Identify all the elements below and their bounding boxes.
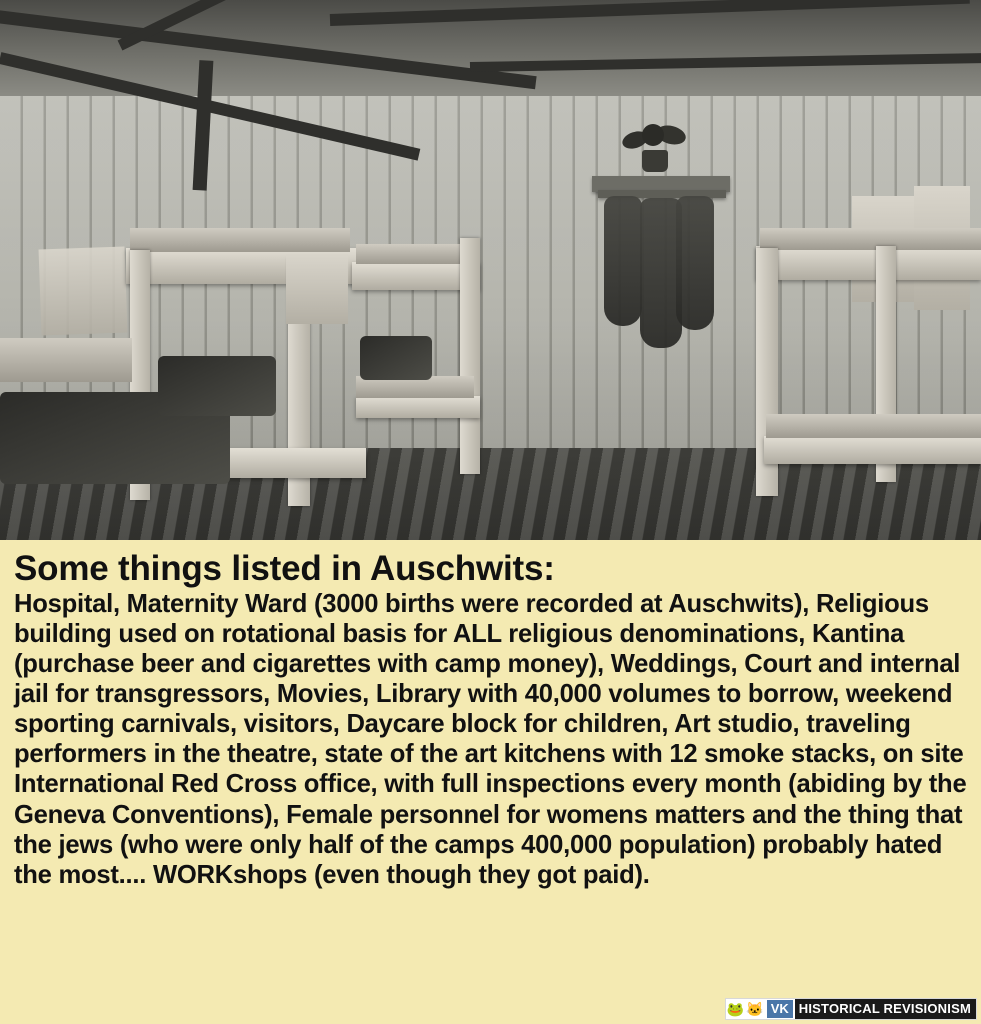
hanging-cloth xyxy=(39,247,128,336)
caption-heading: Some things listed in Auschwits: xyxy=(14,549,555,588)
bunk-mattress xyxy=(356,244,476,264)
bunk-mattress xyxy=(766,414,981,438)
caption-body: Hospital, Maternity Ward (3000 births were recorded at Auschwits), Religious building used on rotational basis for ALL religious denominations, Kantina (purchase beer and cigarettes with camp money), Weddings, Court and internal jail for transgressors, Movies, Library with 40,000 volumes to borrow, weekend sporting carnivals, visitors, Daycare block for children, Art studio, traveling performers in the theatre, state of the art kitchens with 12 smoke stacks, on site International Red Cross office, with full inspections every month (abiding by the Geneva Conventions), Female personnel for womens matters and the thing that the jews (who were only half of the camps 400,000 population) probably hated the most.... WORKshops (even though they got paid). xyxy=(14,590,967,889)
hanging-cloth xyxy=(286,254,348,324)
hanging-coat xyxy=(676,196,714,330)
bunk-mattress xyxy=(0,338,132,382)
bunk-upper-rail xyxy=(756,246,981,280)
caption-block xyxy=(0,540,981,1024)
cat-icon: 🐱 xyxy=(746,1001,764,1017)
watermark-page-name: HISTORICAL REVISIONISM xyxy=(795,999,976,1019)
bedding-bundle xyxy=(360,336,432,380)
potted-plant xyxy=(612,124,700,176)
frog-icon: 🐸 xyxy=(726,1001,745,1017)
bunk-lower-rail xyxy=(764,436,981,464)
bunk-post xyxy=(460,238,480,474)
bunk-mattress xyxy=(760,228,981,250)
watermark xyxy=(725,998,977,1020)
bunk-mattress xyxy=(130,228,350,252)
hanging-coat xyxy=(604,196,642,326)
vk-logo: VK xyxy=(767,1000,793,1018)
bedding-bundle xyxy=(158,356,276,416)
bunk-lower-rail xyxy=(356,396,480,418)
